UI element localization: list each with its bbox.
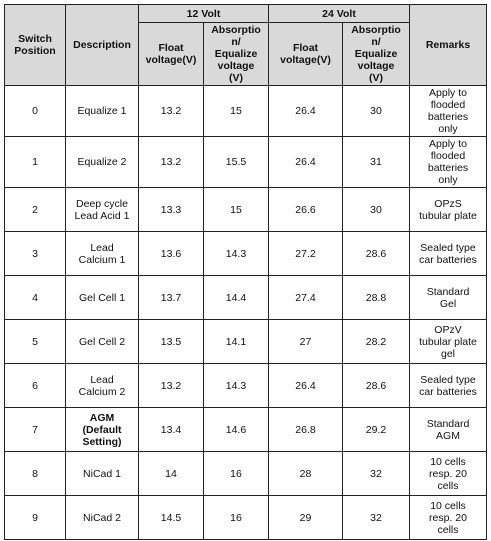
cell-position: 4 (5, 276, 66, 320)
cell-position: 0 (5, 86, 66, 137)
table-row (5, 232, 487, 276)
cell-absorption-24v: 32 (343, 452, 410, 496)
cell-description: Lead Calcium 1 (66, 232, 139, 276)
cell-description: NiCad 1 (66, 452, 139, 496)
cell-float-24v: 27 (269, 320, 343, 364)
col-header-float-12v: Float voltage(V) (139, 23, 204, 86)
cell-position: 7 (5, 408, 66, 452)
cell-remarks: Standard AGM (410, 408, 487, 452)
cell-absorption-24v: 28.6 (343, 364, 410, 408)
cell-description: NiCad 2 (66, 496, 139, 540)
col-header-description: Description (66, 5, 139, 86)
battery-charging-table (4, 4, 487, 540)
table-row (5, 276, 487, 320)
cell-absorption-12v: 15 (204, 86, 269, 137)
cell-float-12v: 13.4 (139, 408, 204, 452)
cell-remarks: Standard Gel (410, 276, 487, 320)
table-row (5, 496, 487, 540)
cell-absorption-12v: 14.4 (204, 276, 269, 320)
cell-remarks: Sealed type car batteries (410, 364, 487, 408)
cell-absorption-12v: 16 (204, 452, 269, 496)
cell-float-24v: 27.4 (269, 276, 343, 320)
header-row-groups (5, 5, 487, 23)
col-header-switch-position: Switch Position (5, 5, 66, 86)
cell-float-12v: 13.2 (139, 86, 204, 137)
table-row (5, 320, 487, 364)
cell-description: Gel Cell 1 (66, 276, 139, 320)
cell-absorption-24v: 30 (343, 188, 410, 232)
cell-absorption-24v: 28.6 (343, 232, 410, 276)
cell-absorption-24v: 31 (343, 137, 410, 188)
table-row (5, 188, 487, 232)
cell-float-24v: 28 (269, 452, 343, 496)
cell-float-24v: 26.4 (269, 137, 343, 188)
cell-remarks: 10 cells resp. 20 cells (410, 452, 487, 496)
cell-absorption-24v: 29.2 (343, 408, 410, 452)
cell-float-24v: 26.4 (269, 86, 343, 137)
col-header-float-24v: Float voltage(V) (269, 23, 343, 86)
cell-absorption-12v: 16 (204, 496, 269, 540)
table-row (5, 452, 487, 496)
cell-position: 9 (5, 496, 66, 540)
cell-absorption-12v: 14.1 (204, 320, 269, 364)
cell-remarks: Apply to flooded batteries only (410, 137, 487, 188)
cell-absorption-12v: 15.5 (204, 137, 269, 188)
col-header-absorption-24v: Absorptio n/ Equalize voltage (V) (343, 23, 410, 86)
cell-remarks: OPzS tubular plate (410, 188, 487, 232)
cell-float-12v: 14 (139, 452, 204, 496)
cell-position: 3 (5, 232, 66, 276)
cell-description: AGM (Default Setting) (66, 408, 139, 452)
cell-remarks: Sealed type car batteries (410, 232, 487, 276)
cell-position: 6 (5, 364, 66, 408)
cell-position: 2 (5, 188, 66, 232)
cell-float-24v: 26.6 (269, 188, 343, 232)
cell-float-24v: 27.2 (269, 232, 343, 276)
cell-absorption-12v: 15 (204, 188, 269, 232)
cell-description: Gel Cell 2 (66, 320, 139, 364)
cell-absorption-12v: 14.3 (204, 364, 269, 408)
cell-absorption-12v: 14.3 (204, 232, 269, 276)
cell-float-12v: 13.6 (139, 232, 204, 276)
cell-float-12v: 13.3 (139, 188, 204, 232)
cell-absorption-24v: 32 (343, 496, 410, 540)
cell-absorption-12v: 14.6 (204, 408, 269, 452)
cell-position: 8 (5, 452, 66, 496)
cell-float-24v: 26.4 (269, 364, 343, 408)
table-row (5, 137, 487, 188)
table-row-default (5, 408, 487, 452)
cell-absorption-24v: 30 (343, 86, 410, 137)
col-header-remarks: Remarks (410, 5, 487, 86)
table-row (5, 86, 487, 137)
cell-float-12v: 13.2 (139, 137, 204, 188)
cell-remarks: 10 cells resp. 20 cells (410, 496, 487, 540)
cell-float-12v: 13.5 (139, 320, 204, 364)
cell-float-24v: 29 (269, 496, 343, 540)
cell-absorption-24v: 28.8 (343, 276, 410, 320)
cell-description: Equalize 1 (66, 86, 139, 137)
cell-float-24v: 26.8 (269, 408, 343, 452)
cell-float-12v: 13.2 (139, 364, 204, 408)
cell-float-12v: 13.7 (139, 276, 204, 320)
cell-description: Equalize 2 (66, 137, 139, 188)
cell-position: 5 (5, 320, 66, 364)
cell-description: Deep cycle Lead Acid 1 (66, 188, 139, 232)
cell-position: 1 (5, 137, 66, 188)
cell-remarks: OPzV tubular plate gel (410, 320, 487, 364)
cell-float-12v: 14.5 (139, 496, 204, 540)
group-header-12-volt: 12 Volt (139, 5, 269, 23)
group-header-24-volt: 24 Volt (269, 5, 410, 23)
col-header-absorption-12v: Absorptio n/ Equalize voltage (V) (204, 23, 269, 86)
table-row (5, 364, 487, 408)
cell-remarks: Apply to flooded batteries only (410, 86, 487, 137)
cell-description: Lead Calcium 2 (66, 364, 139, 408)
cell-absorption-24v: 28.2 (343, 320, 410, 364)
